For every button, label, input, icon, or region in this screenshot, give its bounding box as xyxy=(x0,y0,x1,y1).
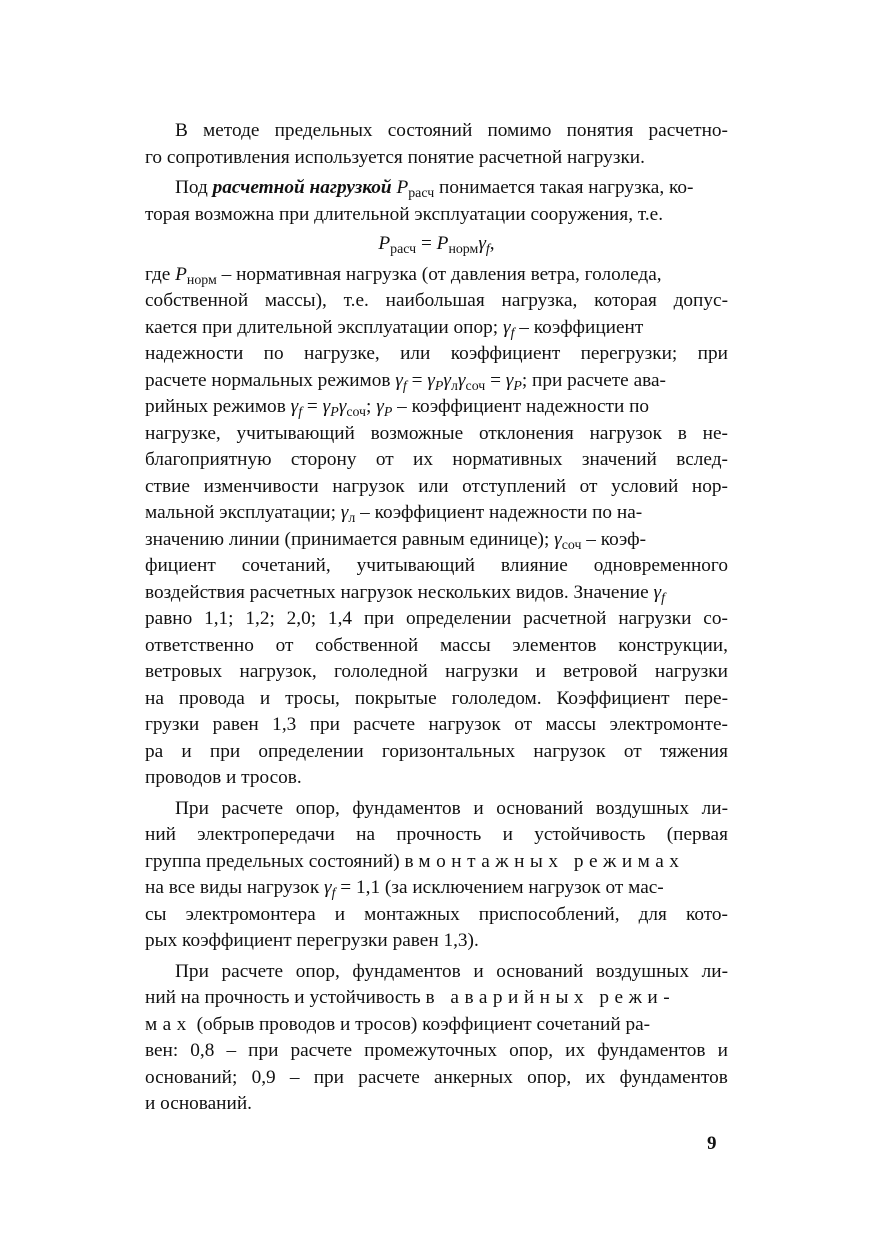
text-line: грузки равен 1,3 при расчете нагрузок от массы электромонте- xyxy=(145,714,728,735)
text-line: воздействия расчетных нагрузок нескольких видов. Значение $\gamma_f$ xyxy=(145,581,665,606)
text-line: собственной массы), т.е. наибольшая нагрузка, которая допус- xyxy=(145,290,728,311)
text-line: рых коэффициент перегрузки равен 1,3). xyxy=(145,930,479,951)
spaced-emphasis: монтажных режимах xyxy=(418,850,685,872)
text-line: мах (обрыв проводов и тросов) коэффициент сочетаний ра- xyxy=(145,1013,651,1035)
text-line: рийных режимов $\gamma_f = \gamma_P\gamma_{соч}$; $\gamma_P$ – коэффициент надежности по xyxy=(145,396,650,420)
formula: $P_{расч} = P_{норм}\gamma_f$, xyxy=(378,233,495,257)
text-line: равно 1,1; 1,2; 2,0; 1,4 при определении расчетной нагрузки со- xyxy=(145,608,728,629)
text-line: ра и при определении горизонтальных нагрузок от тяжения xyxy=(145,740,728,762)
text-line: на провода и тросы, покрытые гололедом. Коэффициент пере- xyxy=(145,687,728,709)
page-body xyxy=(145,118,728,1118)
spaced-emphasis: в аварийных режи- xyxy=(425,987,676,1008)
text-line: ветровых нагрузок, гололедной нагрузки и ветровой нагрузки xyxy=(145,661,728,682)
spaced-emphasis: мах xyxy=(145,1013,192,1035)
page-number: 9 xyxy=(707,1133,717,1154)
text-line: При расчете опор, фундаментов и оснований воздушных ли- xyxy=(175,960,728,982)
text-line: ний электропередачи на прочность и устойчивость (первая xyxy=(145,824,728,845)
text-line: оснований; 0,9 – при расчете анкерных опор, их фундаментов xyxy=(145,1066,728,1088)
text-line: ствие изменчивости нагрузок или отступлений от условий нор- xyxy=(145,475,728,497)
text-line: В методе предельных состояний помимо понятия расчетно- xyxy=(175,120,728,141)
text-line: благоприятную сторону от их нормативных значений вслед- xyxy=(145,449,728,470)
text-line: расчете нормальных режимов $\gamma_f = \gamma_P\gamma_л\gamma_{соч} = \gamma_P$; при расчете ава- xyxy=(145,369,666,394)
text-line: ний на прочность и устойчивость в аварийных режи- xyxy=(145,987,676,1008)
text-line: где $P_{норм}$ – нормативная нагрузка (от давления ветра, гололеда, xyxy=(145,263,662,288)
text-line: на все виды нагрузок $\gamma_f = 1,1$ (за исключением нагрузок от мас- xyxy=(145,877,664,901)
text-line: При расчете опор, фундаментов и оснований воздушных ли- xyxy=(175,797,728,819)
text-line: ответственно от собственной массы элементов конструкции, xyxy=(145,634,728,656)
text-line: и оснований. xyxy=(145,1093,252,1114)
term-design-load: расчетной нагрузкой xyxy=(212,177,392,198)
text-line: проводов и тросов. xyxy=(145,767,302,788)
text-line: группа предельных состояний) в монтажных режимах xyxy=(145,850,685,872)
text-line: фициент сочетаний, учитывающий влияние одновременного xyxy=(145,555,728,576)
text-line: надежности по нагрузке, или коэффициент перегрузки; при xyxy=(145,343,728,364)
text-line: мальной эксплуатации; $\gamma_л$ – коэффициент надежности по на- xyxy=(145,502,643,526)
text-line: значению линии (принимается равным единице); $\gamma_{соч}$ – коэф- xyxy=(145,528,647,553)
text-line: торая возможна при длительной эксплуатации сооружения, т.е. xyxy=(145,203,664,225)
text-line: го сопротивления используется понятие расчетной нагрузки. xyxy=(145,146,645,168)
text-line: кается при длительной эксплуатации опор; $\gamma_f$ – коэффициент xyxy=(145,316,644,341)
text-line: сы электромонтера и монтажных приспособлений, для кото- xyxy=(145,903,728,925)
text-line: нагрузке, учитывающий возможные отклонения нагрузок в не- xyxy=(145,422,728,444)
text-line: Под расчетной нагрузкой $P_{расч}$ понимается такая нагрузка, ко- xyxy=(175,177,694,201)
text-line: вен: 0,8 – при расчете промежуточных опор, их фундаментов и xyxy=(145,1040,728,1061)
